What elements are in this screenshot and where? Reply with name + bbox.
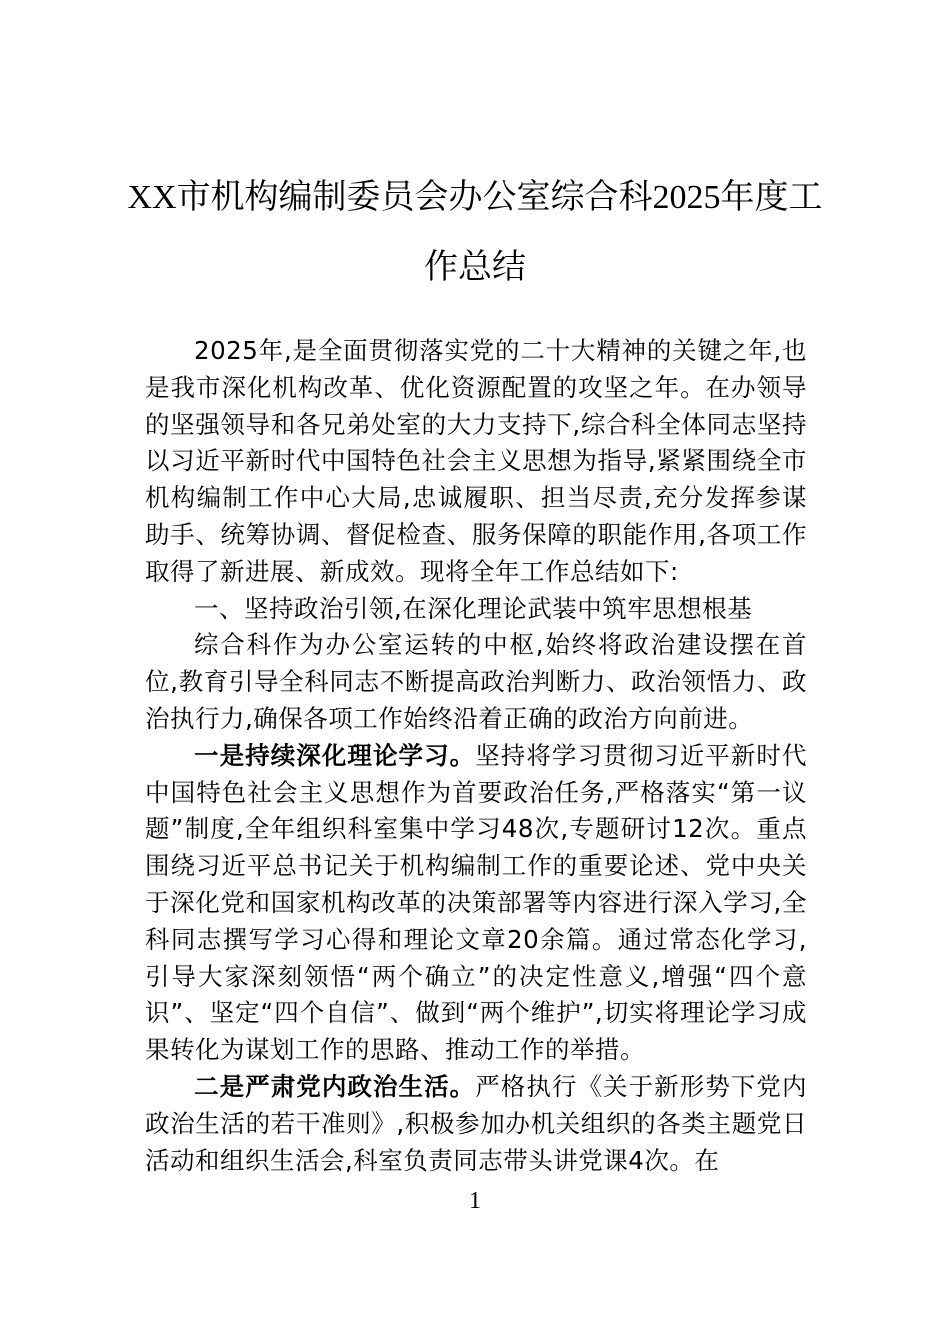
document-body: [145, 333, 807, 1179]
point-one-text: 坚持将学习贯彻习近平新时代中国特色社会主义思想作为首要政治任务,严格落实“第一议题”制度,全年组织科室集中学习48次,专题研讨12次。重点围绕习近平总书记关于机构编制工作的重要论述、党中央关于深化党和国家机构改革的决策部署等内容进行深入学习,全科同志撰写学习心得和理论文章20余篇。通过常态化学习,引导大家深刻领悟“两个确立”的决定性意义,增强“四个意识”、坚定“四个自信”、做到“两个维护”,切实将理论学习成果转化为谋划工作的思路、推动工作的举措。: [145, 740, 807, 1065]
point-two-paragraph: [145, 1069, 807, 1179]
point-one-lead: 一是持续深化理论学习。: [194, 740, 476, 770]
page-number: 1: [469, 1188, 481, 1214]
intro-paragraph: 2025年,是全面贯彻落实党的二十大精神的关键之年,也是我市深化机构改革、优化资源配置的攻坚之年。在办领导的坚强领导和各兄弟处室的大力支持下,综合科全体同志坚持以习近平新时代中国特色社会主义思想为指导,紧紧围绕全市机构编制工作中心大局,忠诚履职、担当尽责,充分发挥参谋助手、统筹协调、督促检查、服务保障的职能作用,各项工作取得了新进展、新成效。现将全年工作总结如下:: [145, 336, 807, 586]
point-two-text: 严格执行《关于新形势下党内政治生活的若干准则》,积极参加办机关组织的各类主题党日活动和组织生活会,科室负责同志带头讲党课4次。在: [145, 1071, 807, 1175]
section-heading: 一、坚持政治引领,在深化理论武装中筑牢思想根基: [194, 593, 753, 623]
document-title: XX市机构编制委员会办公室综合科2025年度工作总结: [127, 179, 823, 286]
point-one-paragraph: [145, 738, 807, 1069]
section-intro-paragraph: 综合科作为办公室运转的中枢,始终将政治建设摆在首位,教育引导全科同志不断提高政治判断力、政治领悟力、政治执行力,确保各项工作始终沿着正确的政治方向前进。: [145, 630, 807, 733]
point-two-lead: 二是严肃党内政治生活。: [194, 1071, 476, 1101]
